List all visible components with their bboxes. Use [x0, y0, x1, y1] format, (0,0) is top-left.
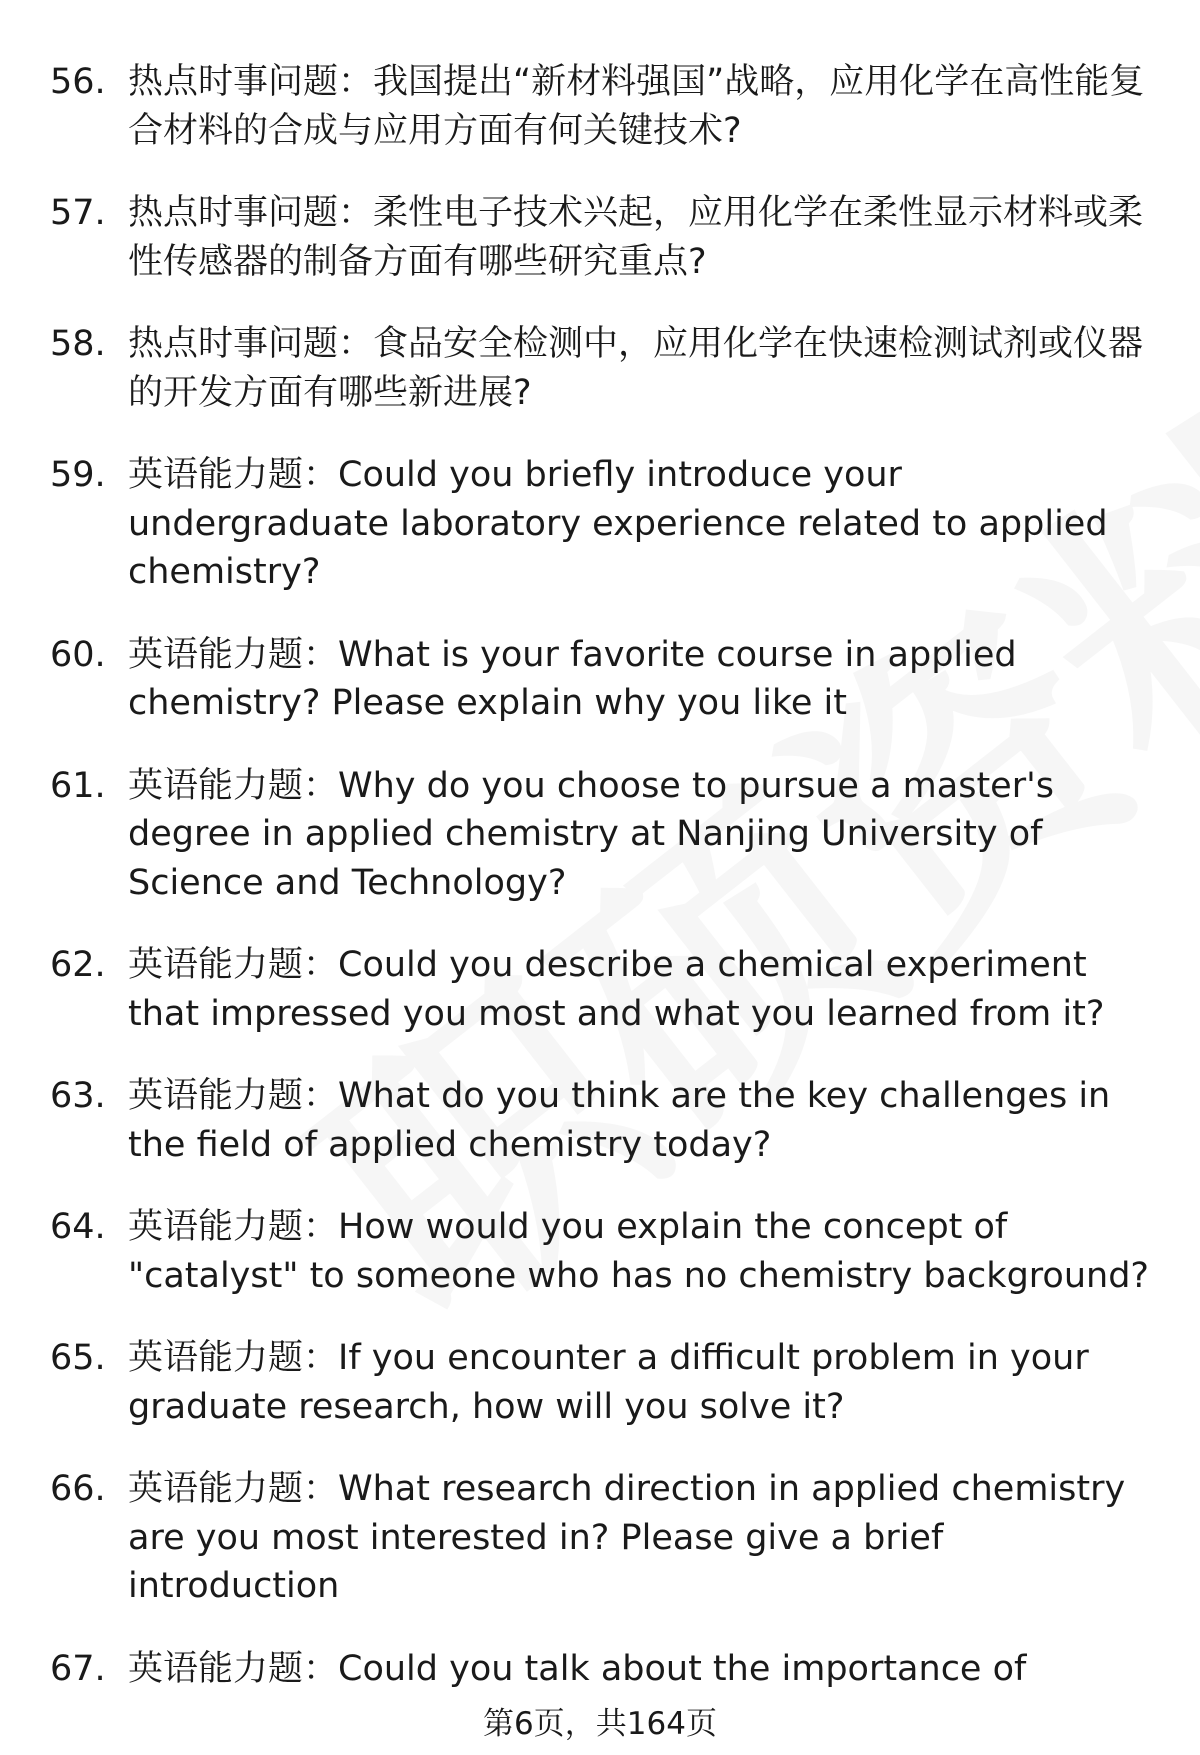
question-number: 57. — [50, 193, 106, 233]
question-list — [50, 58, 1160, 1727]
question-number: 66. — [50, 1469, 106, 1509]
question-number: 60. — [50, 634, 106, 675]
question-number: 64. — [50, 1207, 106, 1247]
question-number: 59. — [50, 455, 106, 495]
question-number: 58. — [50, 324, 106, 364]
question-text: 热点时事问题：柔性电子技术兴起，应用化学在柔性显示材料或柔性传感器的制备方面有哪些研究重点? — [128, 193, 1144, 282]
question-text: 热点时事问题：食品安全检测中，应用化学在快速检测试剂或仪器的开发方面有哪些新进展? — [128, 324, 1144, 413]
page-footer: 第6页，共164页 — [483, 1706, 717, 1742]
question-text: 英语能力题：Could you describe a chemical experiment that impressed you most and what you learned from it? — [128, 945, 1105, 1034]
question-text: 英语能力题：What is your favorite course in applied chemistry? Please explain why you like it — [128, 634, 1017, 723]
question-item — [50, 941, 1160, 1038]
question-number: 56. — [50, 62, 106, 102]
question-item — [50, 1645, 1160, 1694]
question-item — [50, 320, 1160, 417]
question-item — [50, 631, 1160, 728]
question-item — [50, 1072, 1160, 1169]
question-item — [50, 1465, 1160, 1611]
question-text: 英语能力题：What research direction in applied chemistry are you most interested in? Please give a brief introduction — [128, 1469, 1126, 1606]
question-text: 英语能力题：If you encounter a difficult problem in your graduate research, how will you solve it? — [128, 1338, 1089, 1427]
question-text: 英语能力题：How would you explain the concept of "catalyst" to someone who has no chemistry background? — [128, 1207, 1149, 1296]
question-item — [50, 762, 1160, 908]
question-number: 62. — [50, 945, 106, 985]
question-text: 英语能力题：Why do you choose to pursue a master's degree in applied chemistry at Nanjing University of Science and Technology? — [128, 765, 1054, 903]
question-text: 英语能力题：Could you talk about the importance of — [128, 1648, 1027, 1689]
question-item — [50, 189, 1160, 286]
question-text: 英语能力题：Could you briefly introduce your undergraduate laboratory experience related to applied chemistry? — [128, 455, 1108, 592]
question-number: 67. — [50, 1648, 106, 1689]
question-item — [50, 1203, 1160, 1300]
question-number: 61. — [50, 765, 106, 806]
question-item — [50, 451, 1160, 597]
question-text: 英语能力题：What do you think are the key challenges in the field of applied chemistry today? — [128, 1076, 1111, 1165]
question-number: 63. — [50, 1076, 106, 1116]
question-item — [50, 58, 1160, 155]
question-text: 热点时事问题：我国提出“新材料强国”战略，应用化学在高性能复合材料的合成与应用方面有何关键技术? — [128, 62, 1145, 151]
question-number: 65. — [50, 1338, 106, 1378]
question-item — [50, 1334, 1160, 1431]
